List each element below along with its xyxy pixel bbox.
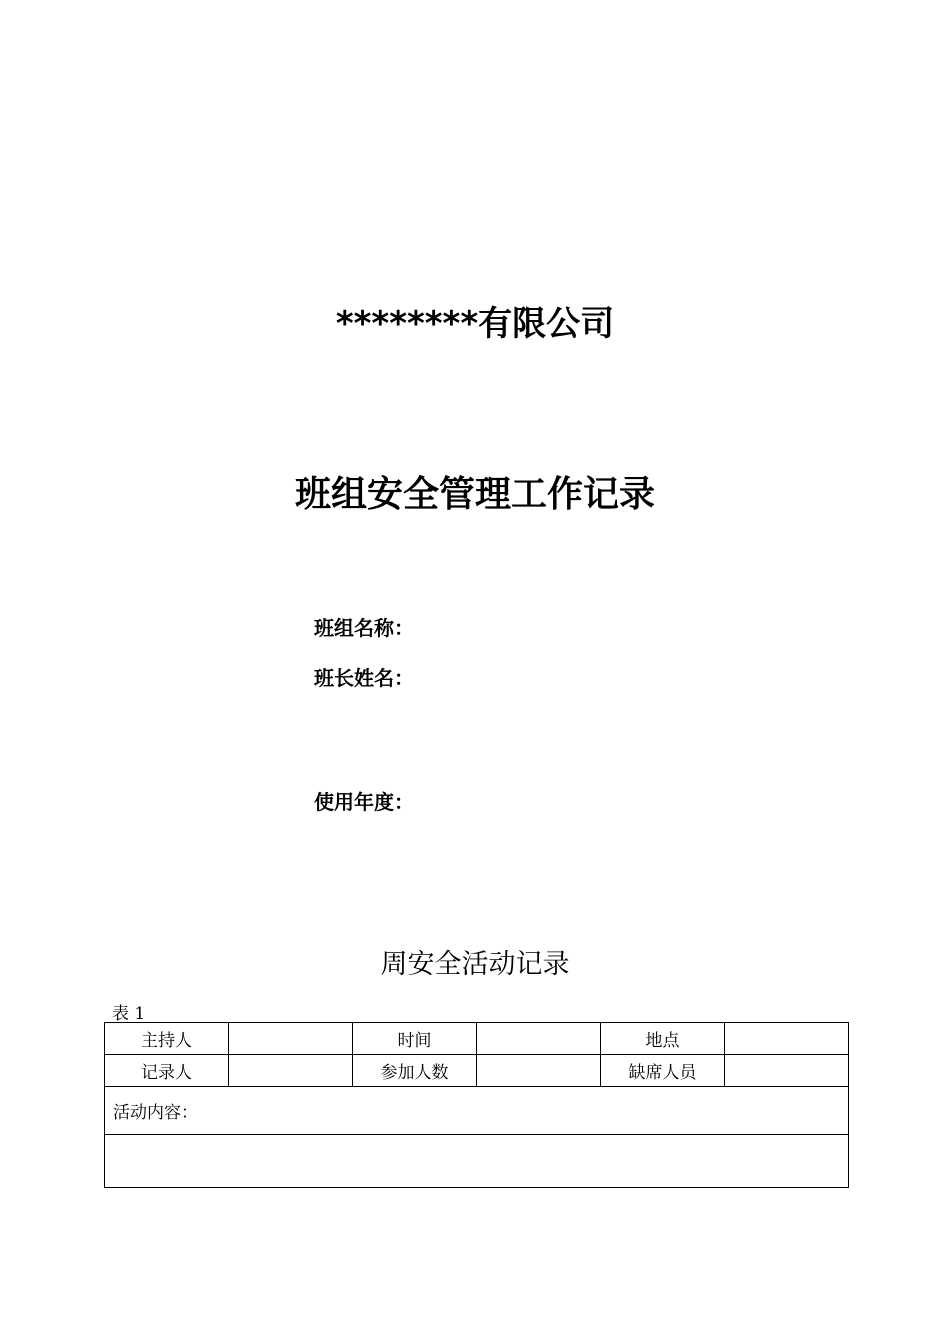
table-row bbox=[105, 1135, 849, 1188]
document-title: 班组安全管理工作记录 bbox=[294, 474, 655, 515]
place-field[interactable] bbox=[725, 1023, 849, 1055]
table-label: 表 1 bbox=[112, 1004, 146, 1024]
activity-content-field[interactable] bbox=[105, 1135, 849, 1188]
leader-name-label: 班长姓名： bbox=[314, 666, 414, 690]
host-label: 主持人 bbox=[105, 1023, 229, 1055]
activity-content-label: 活动内容： bbox=[105, 1087, 849, 1135]
activity-record-table bbox=[104, 1022, 849, 1188]
recorder-label: 记录人 bbox=[105, 1055, 229, 1087]
table-row bbox=[105, 1087, 849, 1135]
table-row bbox=[105, 1023, 849, 1055]
recorder-field[interactable] bbox=[229, 1055, 353, 1087]
attendees-label: 参加人数 bbox=[353, 1055, 477, 1087]
absent-label: 缺席人员 bbox=[601, 1055, 725, 1087]
table-row bbox=[105, 1055, 849, 1087]
company-name: ********有限公司 bbox=[335, 304, 615, 344]
absent-field[interactable] bbox=[725, 1055, 849, 1087]
section-title: 周安全活动记录 bbox=[380, 949, 570, 980]
year-label: 使用年度： bbox=[314, 790, 414, 814]
place-label: 地点 bbox=[601, 1023, 725, 1055]
time-label: 时间 bbox=[353, 1023, 477, 1055]
host-field[interactable] bbox=[229, 1023, 353, 1055]
attendees-field[interactable] bbox=[477, 1055, 601, 1087]
time-field[interactable] bbox=[477, 1023, 601, 1055]
team-name-label: 班组名称： bbox=[314, 616, 414, 640]
